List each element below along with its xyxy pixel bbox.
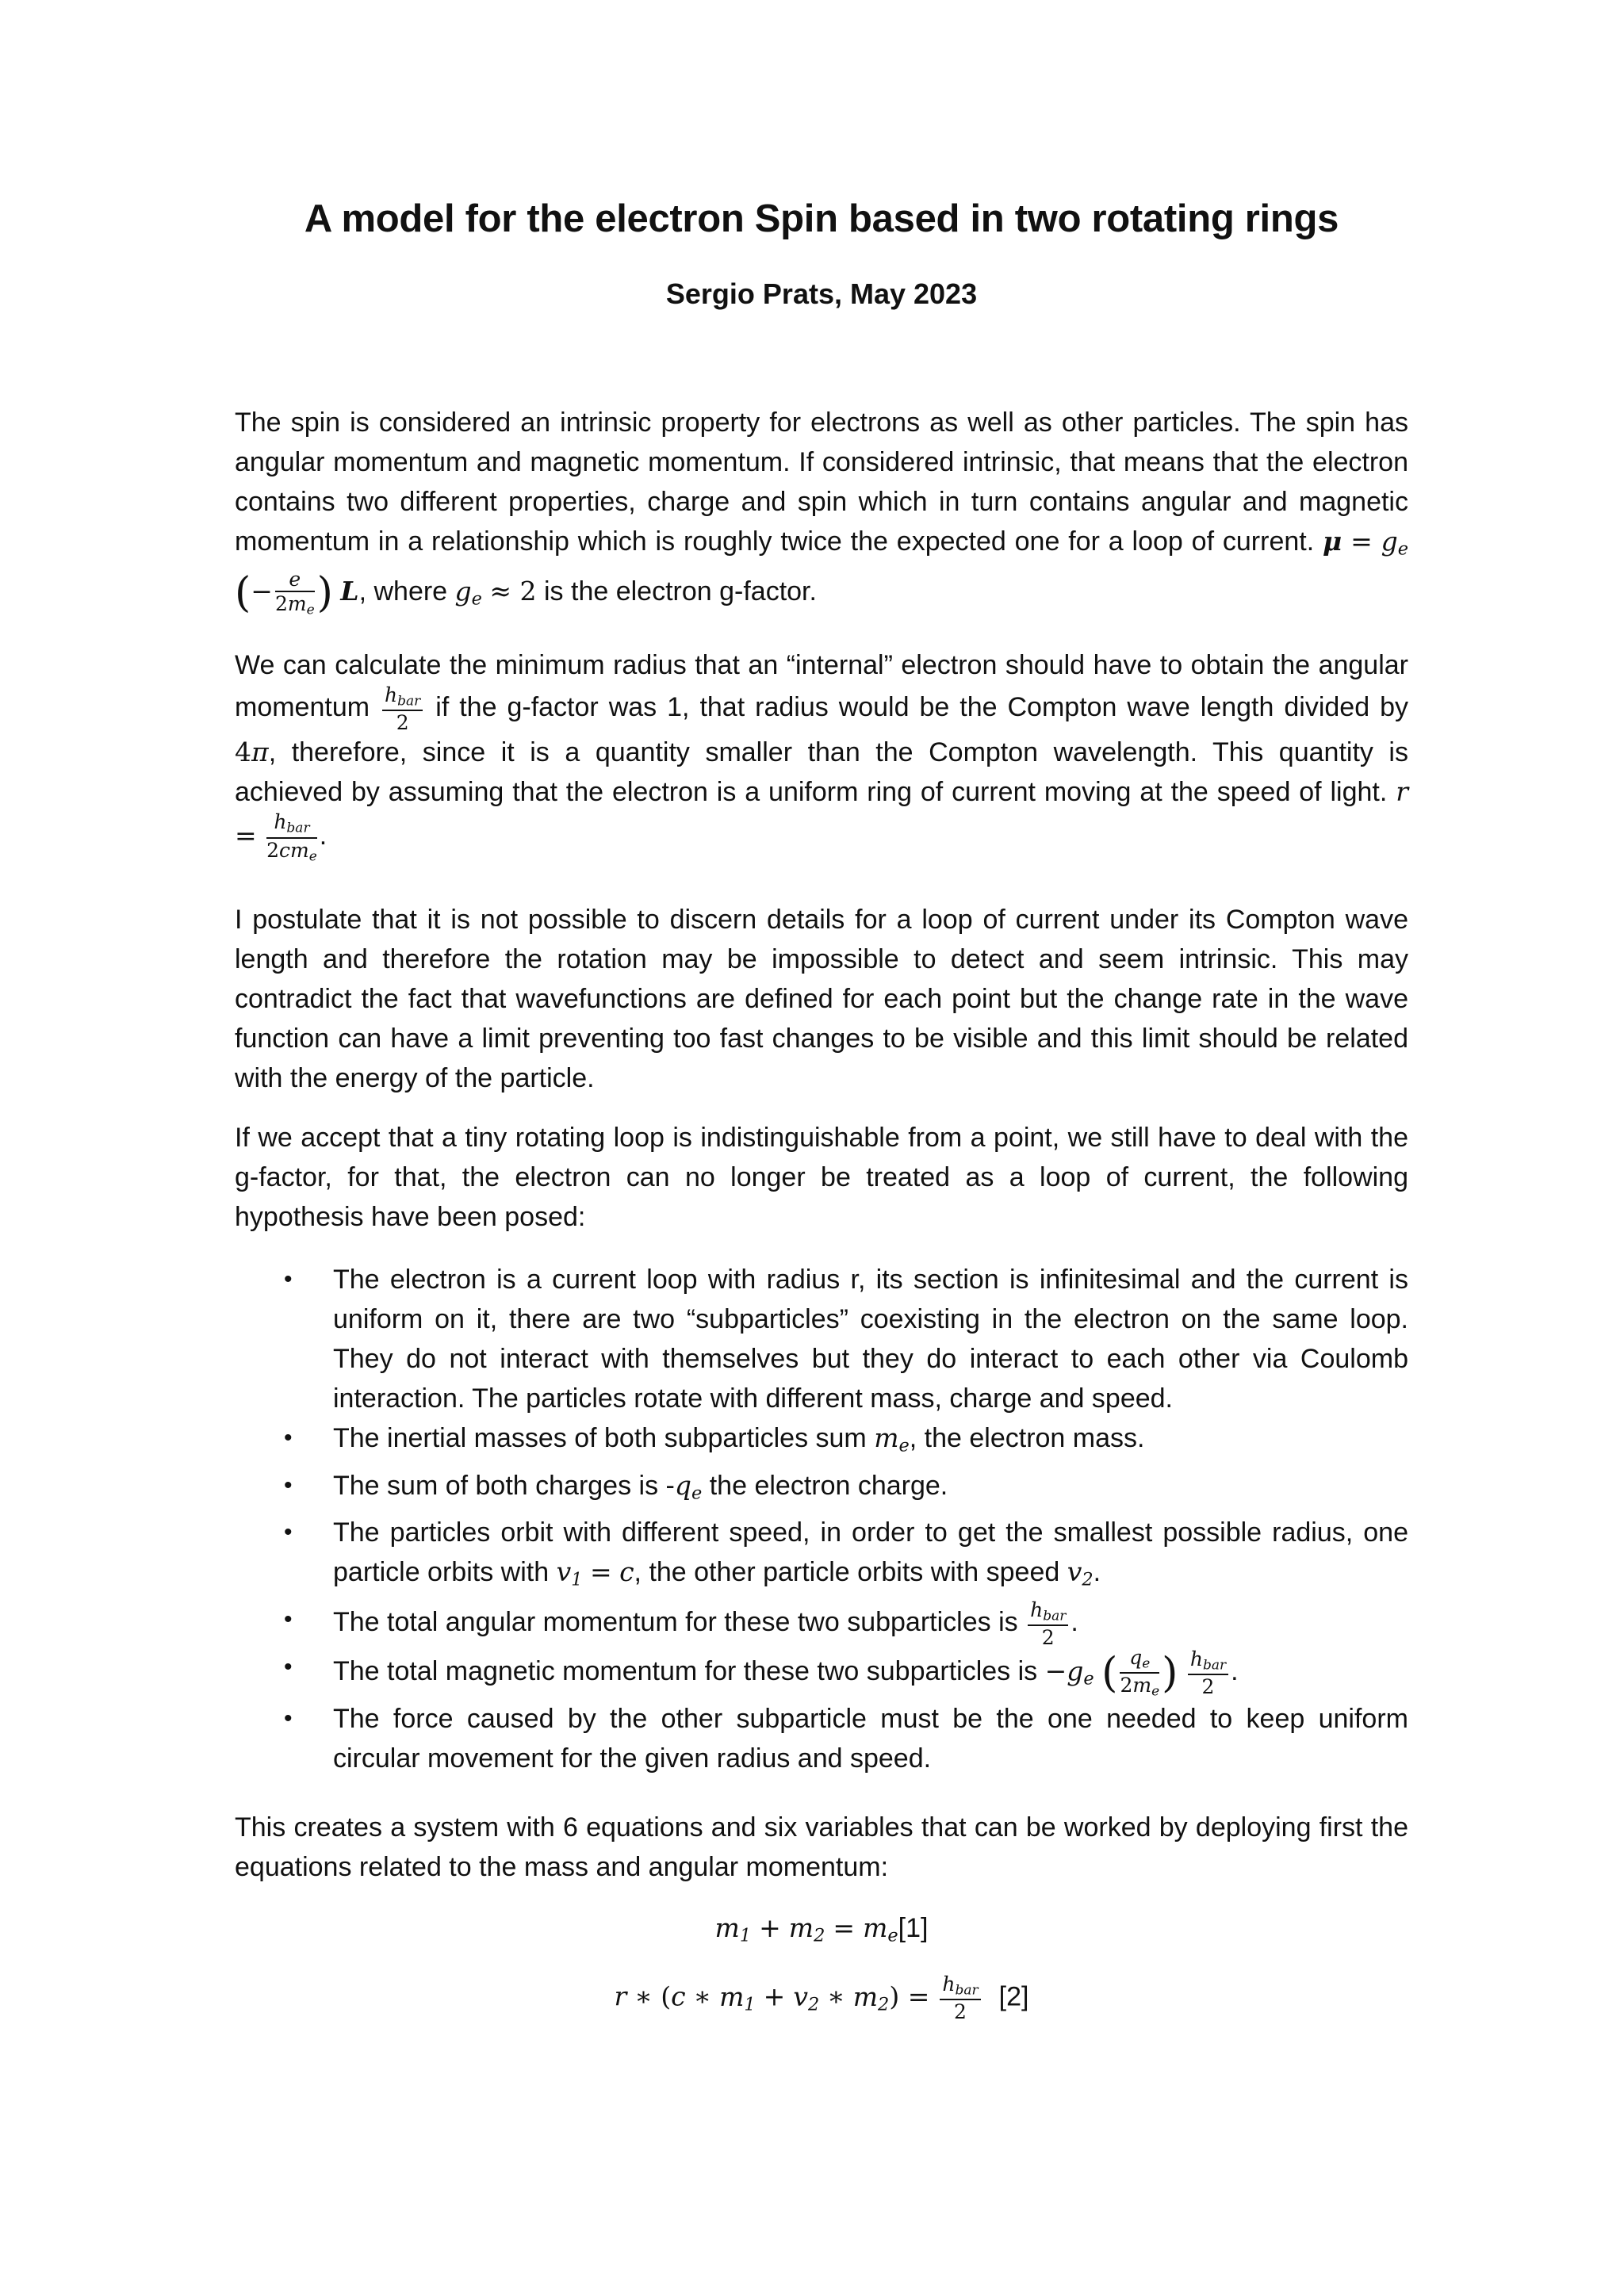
- list-item: • The inertial masses of both subparticles sum $m_e$, the electron mass.: [284, 1422, 1145, 1456]
- equation-2: r ∗ (c ∗ $m_1 + v_2$ ∗ $m_2$) = $\frac{h_{bar}}{2}$ [2]: [614, 1973, 1029, 2024]
- formula-magnetic-moment: $\mu = g_e$ (− $\frac{e}{2m_e}$ ) L: [235, 526, 1409, 618]
- formula-hbar-half: $\frac{h_{bar}}{2}$: [382, 685, 423, 733]
- paragraph-min-radius: We can calculate the minimum radius that an “internal” electron should have to obtain the angular momentum $\frac{h_{bar}}{2}$ if the g-factor was 1, that radius would be the Compton wave length divided by 4π, therefore, since it is a quantity smaller than the Compton wavelength. This quantity is achieved by assuming that the electron is a uniform ring of current moving at the speed of light. r = $\frac{h_{bar}}{2cm_e}$ .: [235, 650, 1408, 864]
- intro-gfactor-text: is the electron g-factor.: [544, 576, 817, 607]
- author-line: Sergio Prats, May 2023: [665, 277, 978, 310]
- paragraph-g-factor: If we accept that a tiny rotating loop is indistinguishable from a point, we still have to deal with the g-factor, for that, the electron can no longer be treated as a loop of current, the following hypothesis have been posed:: [235, 1123, 1408, 1232]
- paragraph-postulate: I postulate that it is not possible to discern details for a loop of current under its Compton wave length and therefore the rotation may be impossible to detect and seem intrinsic. This may contradict the fact that wavefunctions are defined for each point but the change rate in the wave function can have a limit preventing too fast changes to be visible and this limit should be related with the energy of the particle.: [235, 905, 1408, 1093]
- paragraph-system: This creates a system with 6 equations and six variables that can be worked by deploying first the equations related to the mass and angular momentum:: [235, 1812, 1408, 1882]
- intro-text: The spin is considered an intrinsic property for electrons as well as other particles. The spin has angular momentum and magnetic momentum. If considered intrinsic, that means that the electron contains two different properties, charge and spin which in turn contains angular and magnetic momentum in a relationship which is roughly twice the expected one for a loop of current.: [235, 408, 1408, 557]
- hypothesis-list: [235, 1260, 1408, 1778]
- min-radius-text-3: , therefore, since it is a quantity smaller than the Compton wavelength. This quantity is achieved by assuming that the electron is a uniform ring of current moving at the speed of light.: [235, 737, 1408, 808]
- intro-where: , where: [358, 576, 448, 607]
- formula-radius: r = $\frac{h_{bar}}{2cm_e}$ .: [235, 776, 1408, 864]
- list-item: • The total magnetic momentum for these two subparticles is $-g_e$ ( $\frac{q_e}{2m_e}$ ) $\frac{h_{bar}}{2}$ .: [284, 1646, 1239, 1700]
- list-item: • The force caused by the other subparticle must be the one needed to keep uniform circular movement for the given radius and speed.: [284, 1703, 1408, 1774]
- equation-1: $m_1 + m_2 = m_e[1]$: [714, 1912, 929, 1946]
- list-item: • The total angular momentum for these two subparticles is $\frac{h_{bar}}{2}$ .: [284, 1598, 1078, 1650]
- paragraph-intro: The spin is considered an intrinsic property for electrons as well as other particles. The spin has angular momentum and magnetic momentum. If considered intrinsic, that means that the electron contains two different properties, charge and spin which in turn contains angular and magnetic momentum in a relationship which is roughly twice the expected one for a loop of current. $\mu = g_e$ (− $\frac{e}{2m_e}$ ) L, where $g_e \approx 2$ is the electron g-factor.: [235, 408, 1409, 618]
- min-radius-text: We can calculate the minimum radius that an “internal” electron should have to obtain the angular momentum: [235, 650, 1408, 723]
- list-item: • The particles orbit with different speed, in order to get the smallest possible radius, one particle orbits with $v_1 = c$, the other particle orbits with speed $v_2$.: [284, 1517, 1408, 1590]
- list-item: • The electron is a current loop with radius r, its section is infinitesimal and the current is uniform on it, there are two “subparticles” coexisting in the electron on the same loop. They do not interact with themselves but they do interact to each other via Coulomb interaction. The particles rotate with different mass, charge and speed.: [284, 1265, 1408, 1414]
- list-item: • The sum of both charges is $-q_e$ the electron charge.: [284, 1469, 948, 1504]
- min-radius-text-2: if the g-factor was 1, that radius would be the Compton wave length divided by: [435, 692, 1408, 723]
- paper-title: A model for the electron Spin based in two rotating rings: [304, 197, 1339, 240]
- formula-ge-approx: $g_e$: [454, 575, 482, 610]
